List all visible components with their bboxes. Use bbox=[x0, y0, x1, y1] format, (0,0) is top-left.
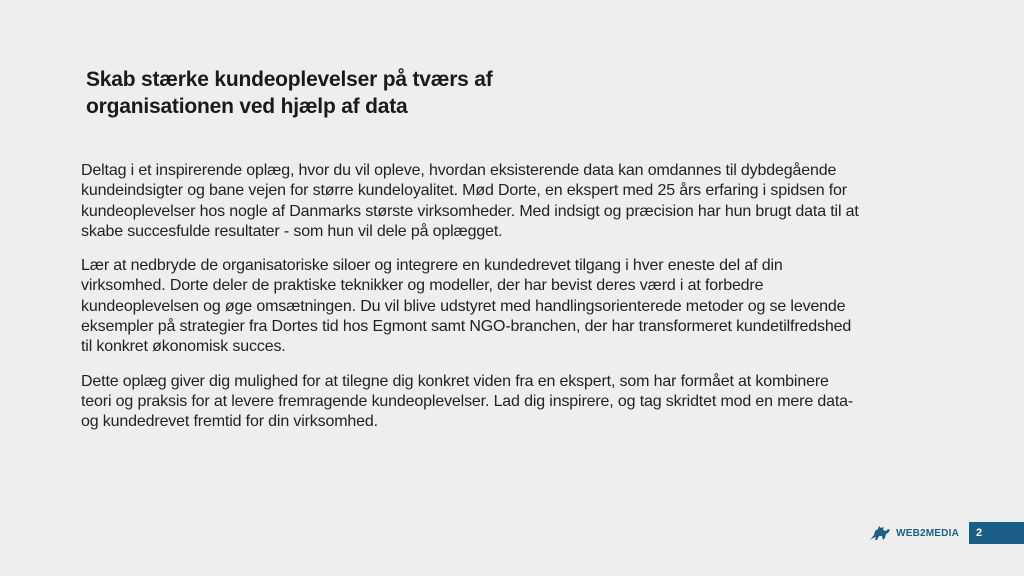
text-line: eksempler på strategier fra Dortes tid hos Egmont samt NGO-branchen, der har transformeret kundetilfredshed bbox=[81, 318, 852, 336]
text-line: til konkret økonomisk succes. bbox=[81, 338, 286, 356]
paragraph-intro bbox=[81, 161, 961, 242]
paragraph-closing bbox=[81, 372, 961, 433]
text-line: kundeoplevelser hos nogle af Danmarks største virksomheder. Med indsigt og præcision har hun brugt data til at bbox=[81, 202, 859, 220]
page-number: 2 bbox=[969, 522, 1024, 544]
slide-title bbox=[86, 66, 606, 120]
text-line: Dette oplæg giver dig mulighed for at tilegne dig konkret viden fra en ekspert, som har formået at kombinere bbox=[81, 372, 829, 390]
brand-logo bbox=[869, 524, 959, 542]
brand-name: WEB2MEDIA bbox=[896, 527, 959, 539]
text-line: Lær at nedbryde de organisatoriske siloer og integrere en kundedrevet tilgang i hver eneste del af din bbox=[81, 257, 783, 275]
slide-body bbox=[81, 161, 961, 447]
text-line: og kundedrevet fremtid for din virksomhed. bbox=[81, 413, 378, 431]
dog-logo-icon bbox=[869, 524, 891, 542]
slide-title-line: organisationen ved hjælp af data bbox=[86, 95, 408, 118]
slide-footer bbox=[869, 522, 1024, 544]
text-line: virksomhed. Dorte deler de praktiske teknikker og modeller, der har bevist deres værd i at forbedre bbox=[81, 277, 764, 295]
slide-title-line: Skab stærke kundeoplevelser på tværs af bbox=[86, 68, 493, 91]
text-line: kundeoplevelsen og øge omsætningen. Du vil blive udstyret med handlingsorienterede metoder og se levende bbox=[81, 297, 846, 315]
text-line: skabe succesfulde resultater - som hun vil dele på oplægget. bbox=[81, 222, 503, 240]
text-line: Deltag i et inspirerende oplæg, hvor du vil opleve, hvordan eksisterende data kan omdannes til dybdegående bbox=[81, 162, 837, 179]
text-line: teori og praksis for at levere fremragende kundeoplevelser. Lad dig inspirere, og tag skridtet mod en mere data- bbox=[81, 392, 854, 410]
text-line: kundeindsigter og bane vejen for større kundeloyalitet. Mød Dorte, en ekspert med 25 års erfaring i spidsen for bbox=[81, 182, 847, 200]
paragraph-silos bbox=[81, 256, 961, 357]
